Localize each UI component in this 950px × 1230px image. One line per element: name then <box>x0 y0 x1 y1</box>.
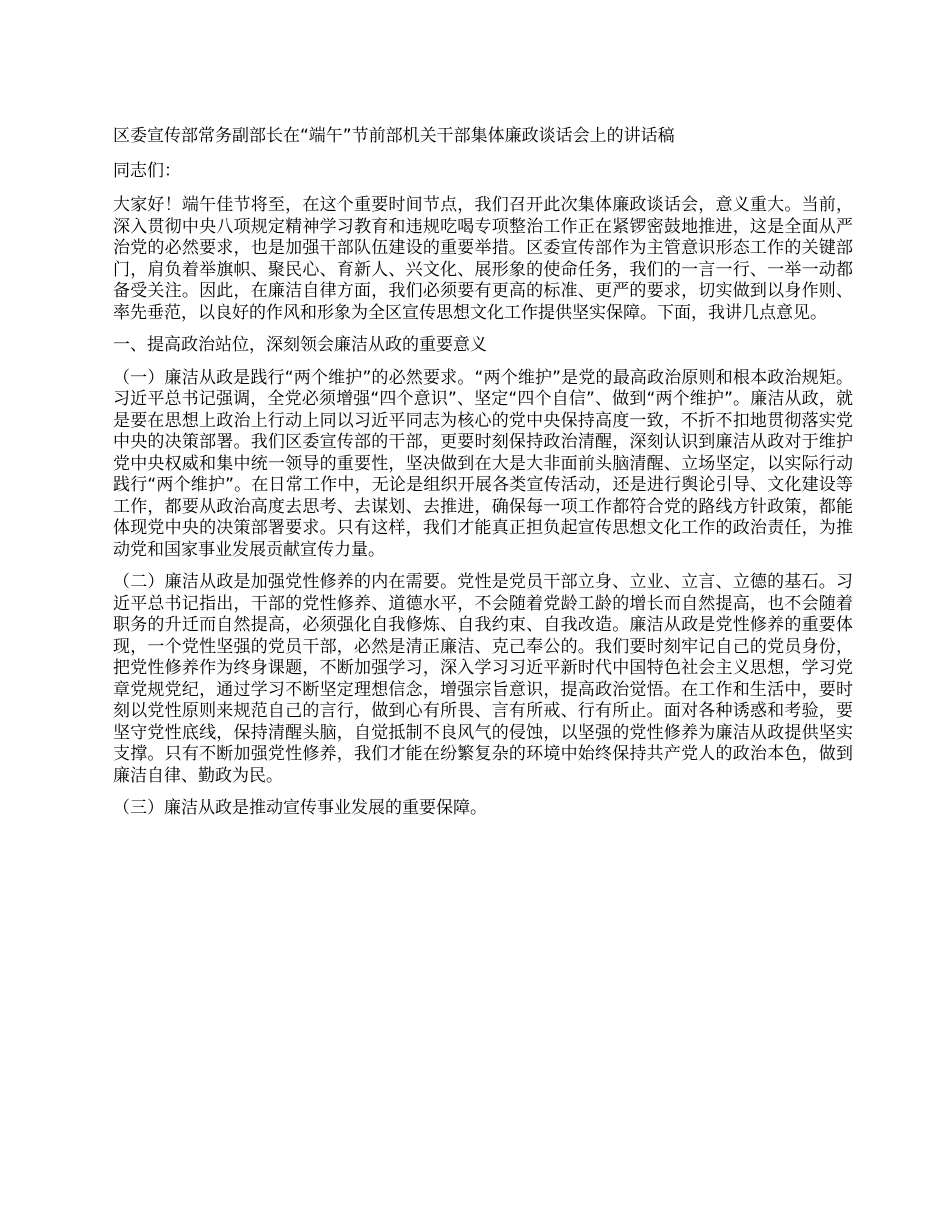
paragraph-intro: 大家好！端午佳节将至，在这个重要时间节点，我们召开此次集体廉政谈话会，意义重大。当前，深入贯彻中央八项规定精神学习教育和违规吃喝专项整治工作正在紧锣密鼓地推进，这是全面从严治党的必然要求，也是加强干部队伍建设的重要举措。区委宣传部作为主管意识形态工作的关键部门，肩负着举旗帜、聚民心、育新人、兴文化、展形象的使命任务，我们的一言一行、一举一动都备受关注。因此，在廉洁自律方面，我们必须要有更高的标准、更严的要求，切实做到以身作则、率先垂范，以良好的作风和形象为全区宣传思想文化工作提供坚实保障。下面，我讲几点意见。 <box>113 195 853 323</box>
section-heading-1: 一、提高政治站位，深刻领会廉洁从政的重要意义 <box>113 335 487 355</box>
paragraph-point-3: （三）廉洁从政是推动宣传事业发展的重要保障。 <box>113 798 487 818</box>
paragraph-point-2: （二）廉洁从政是加强党性修养的内在需要。党性是党员干部立身、立业、立言、立德的基石。习近平总书记指出，干部的党性修养、道德水平，不会随着党龄工龄的增长而自然提高，也不会随着职务的升迁而自然提高，必须强化自我修炼、自我约束、自我改造。廉洁从政是党性修养的重要体现，一个党性坚强的党员干部，必然是清正廉洁、克己奉公的。我们要时刻牢记自己的党员身份，把党性修养作为终身课题，不断加强学习，深入学习习近平新时代中国特色社会主义思想，学习党章党规党纪，通过学习不断坚定理想信念，增强宗旨意识，提高政治觉悟。在工作和生活中，要时刻以党性原则来规范自己的言行，做到心有所畏、言有所戒、行有所止。面对各种诱惑和考验，要坚守党性底线，保持清醒头脑，自觉抵制不良风气的侵蚀，以坚强的党性修养为廉洁从政提供坚实支撑。只有不断加强党性修养，我们才能在纷繁复杂的环境中始终保持共产党人的政治本色，做到廉洁自律、勤政为民。 <box>113 572 853 786</box>
paragraph-point-1: （一）廉洁从政是践行“两个维护”的必然要求。“两个维护”是党的最高政治原则和根本政治规矩。习近平总书记强调，全党必须增强“四个意识”、坚定“四个自信”、做到“两个维护”。廉洁从政，就是要在思想上政治上行动上同以习近平同志为核心的党中央保持高度一致，不折不扣地贯彻落实党中央的决策部署。我们区委宣传部的干部，更要时刻保持政治清醒，深刻认识到廉洁从政对于维护党中央权威和集中统一领导的重要性，坚决做到在大是大非面前头脑清醒、立场坚定，以实际行动践行“两个维护”。在日常工作中，无论是组织开展各类宣传活动，还是进行舆论引导、文化建设等工作，都要从政治高度去思考、去谋划、去推进，确保每一项工作都符合党的路线方针政策，都能体现党中央的决策部署要求。只有这样，我们才能真正担负起宣传思想文化工作的政治责任，为推动党和国家事业发展贡献宣传力量。 <box>113 367 853 560</box>
document-page <box>113 126 853 831</box>
salutation: 同志们： <box>113 160 181 181</box>
document-title: 区委宣传部常务副部长在“端午”节前部机关干部集体廉政谈话会上的讲话稿 <box>113 126 675 146</box>
